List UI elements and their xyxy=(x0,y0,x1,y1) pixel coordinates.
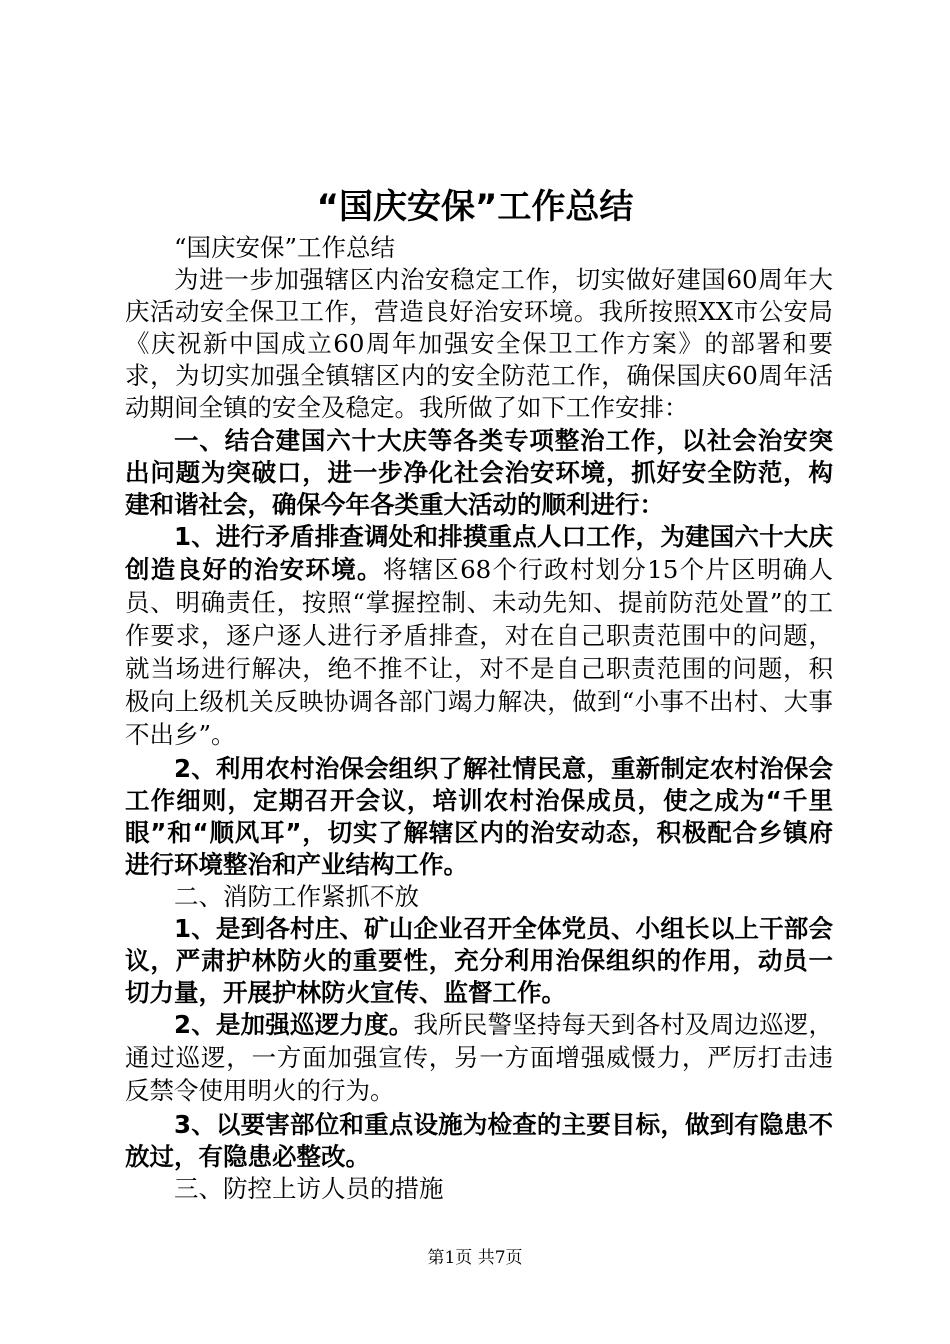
paragraph-section-3-heading: 三、防控上访人员的措施 xyxy=(174,1173,444,1203)
item-lead: 1、进行矛盾排查调处和排摸重点人口工作，为建国六十大庆创造良好的治安环境。 xyxy=(125,521,833,584)
paragraph-section-2-heading: 二、消防工作紧抓不放 xyxy=(174,881,419,911)
paragraph-subtitle: “国庆安保”工作总结 xyxy=(174,233,396,262)
page-number: 第1页 共7页 xyxy=(427,1248,523,1268)
item-rest: 我所民警坚持每天到各村及周边巡逻，通过巡逻，一方面加强宣传，另一方面增强威慑力，严厉打击违反禁令使用明火的行为。 xyxy=(125,1010,833,1106)
item-lead: 2、是加强巡逻力度。 xyxy=(174,1010,414,1040)
paragraph-intro: 为进一步加强辖区内治安稳定工作，切实做好建国60周年大庆活动安全保卫工作，营造良好治安环境。我所按照XX市公安局《庆祝新中国成立60周年加强安全保卫工作方案》的部署和要求，为切实加强全镇辖区内的安全防范工作，确保国庆60周年活动期间全镇的安全及稳定。我所做了如下工作安排： xyxy=(125,265,833,423)
item-rest: 将辖区68个行政村划分15个片区明确人员、明确责任，按照“掌握控制、未动先知、提前防范处置”的工作要求，逐户逐人进行矛盾排查，对在自己职责范围中的问题，就当场进行解决，绝不推不让，对不是自己职责范围的问题，积极向上级机关反映协调各部门竭力解决，做到“小事不出村、大事不出乡”。 xyxy=(125,554,833,750)
paragraph-item-2-3: 3、以要害部位和重点设施为检查的主要目标，做到有隐患不放过，有隐患必整改。 xyxy=(125,1109,833,1171)
paragraph-item-1-2: 2、利用农村治保会组织了解社情民意，重新制定农村治保会工作细则，定期召开会议，培训农村治保成员，使之成为“千里眼”和“顺风耳”，切实了解辖区内的治安动态，积极配合乡镇府进行环境整治和产业结构工作。 xyxy=(125,753,833,879)
paragraph-section-1-heading: 一、结合建国六十大庆等各类专项整治工作，以社会治安突出问题为突破口，进一步净化社会治安环境，抓好安全防范，构建和谐社会，确保今年各类重大活动的顺利进行： xyxy=(125,425,833,519)
paragraph-item-1-1 xyxy=(125,521,833,753)
paragraph-item-2-1: 1、是到各村庄、矿山企业召开全体党员、小组长以上干部会议，严肃护林防火的重要性，充分利用治保组织的作用，动员一切力量，开展护林防火宣传、监督工作。 xyxy=(125,913,833,1008)
document-body xyxy=(125,232,833,1205)
document-title: “国庆安保”工作总结 xyxy=(316,187,634,227)
paragraph-item-2-2 xyxy=(125,1009,833,1108)
